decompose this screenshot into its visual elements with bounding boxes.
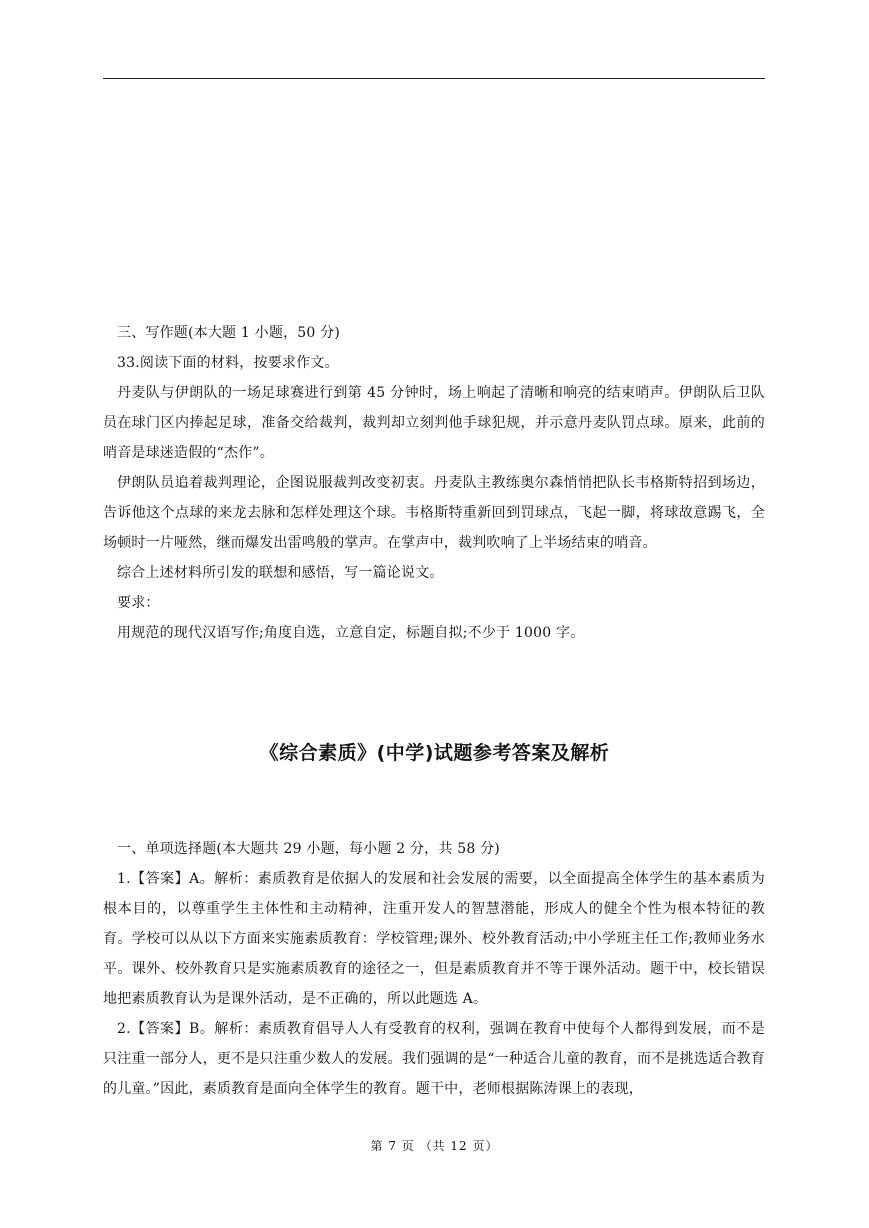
requirement-label: 要求：	[117, 595, 160, 611]
header-rule	[103, 78, 765, 79]
writing-section	[103, 318, 765, 648]
answers-section-heading: 一、单项选择题(本大题共 29 小题，每小题 2 分，共 58 分)	[117, 841, 500, 857]
writing-section-heading: 三、写作题(本大题 1 小题，50 分)	[117, 325, 340, 341]
answer-1: 1.【答案】A。解析：素质教育是依据人的发展和社会发展的需要，以全面提高全体学生的基本素质为根本目的，以尊重学生主体性和主动精神，注重开发人的智慧潜能，形成人的健全个性为根本特征的教育。学校可以从以下方面来实施素质教育：学校管理;课外、校外教育活动;中小学班主任工作;教师业务水平。课外、校外教育只是实施素质教育的途径之一，但是素质教育并不等于课外活动。题干中，校长错误地把素质教育认为是课外活动，是不正确的，所以此题选 A。	[103, 871, 765, 1007]
material-paragraph-1: 丹麦队与伊朗队的一场足球赛进行到第 45 分钟时，场上响起了清晰和响亮的结束哨声。伊朗队后卫队员在球门区内捧起足球，准备交给裁判，裁判却立刻判他手球犯规，并示意丹麦队罚点球。原来，此前的哨音是球迷造假的“杰作”。	[103, 385, 765, 461]
page-footer: 第 7 页 （共 12 页）	[370, 1139, 499, 1153]
answer-2: 2.【答案】B。解析：素质教育倡导人人有受教育的权利，强调在教育中使每个人都得到发展，而不是只注重一部分人，更不是只注重少数人的发展。我们强调的是“一种适合儿童的教育，而不是挑选适合教育的儿童。”因此，素质教育是面向全体学生的教育。题干中，老师根据陈涛课上的表现，	[103, 1021, 765, 1097]
answers-section	[103, 834, 765, 1104]
material-paragraph-3: 综合上述材料所引发的联想和感悟，写一篇论说文。	[117, 565, 444, 581]
material-paragraph-2: 伊朗队员追着裁判理论，企图说服裁判改变初衷。丹麦队主教练奥尔森悄悄把队长韦格斯特招到场边，告诉他这个点球的来龙去脉和怎样处理这个球。韦格斯特重新回到罚球点，飞起一脚，将球故意踢飞，全场顿时一片哑然，继而爆发出雷鸣般的掌声。在掌声中，裁判吹响了上半场结束的哨音。	[103, 475, 765, 551]
requirement-text: 用规范的现代汉语写作;角度自选，立意自定，标题自拟;不少于 1000 字。	[117, 625, 585, 641]
question-33-prompt: 33.阅读下面的材料，按要求作文。	[117, 355, 339, 371]
answers-title: 《综合素质》(中学)试题参考答案及解析	[259, 742, 610, 764]
